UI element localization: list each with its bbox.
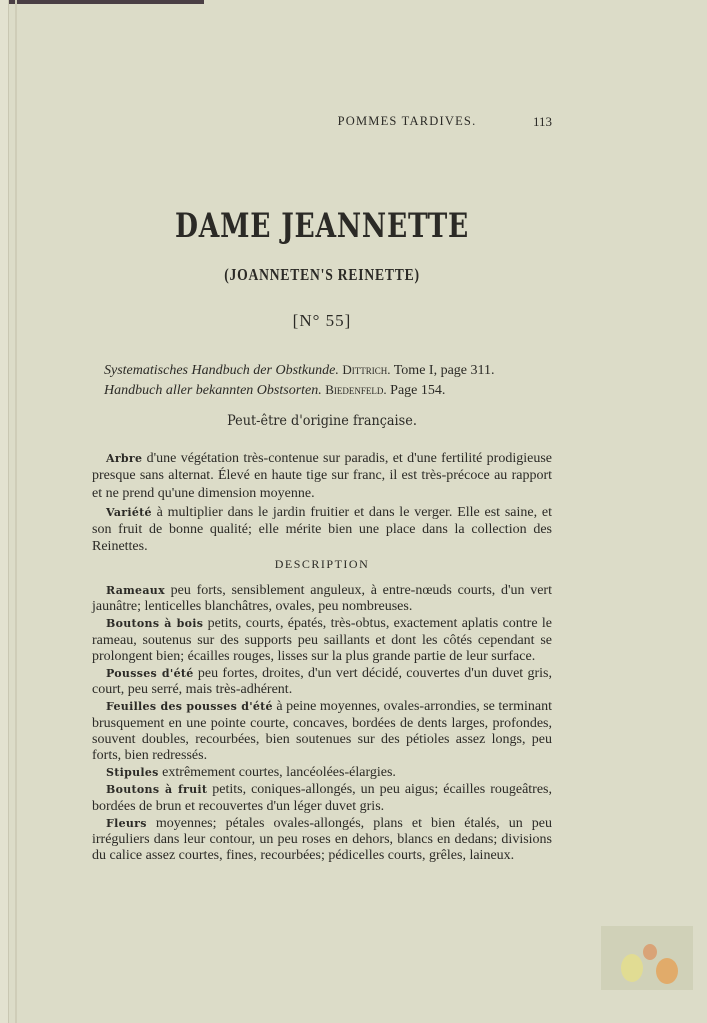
page-left-margin bbox=[0, 0, 9, 1023]
paragraph bbox=[92, 450, 552, 502]
origin-note: Peut-être d'origine française. bbox=[227, 413, 417, 429]
reference-author: Dittrich. bbox=[342, 362, 391, 377]
paragraph-text: peu fortes, droites, d'un vert décidé, couvertes d'un duvet gris, court, peu serré, mais très-adhérent. bbox=[92, 666, 552, 698]
paragraph-lead: Arbre bbox=[106, 452, 143, 465]
running-title: POMMES TARDIVES. bbox=[337, 114, 477, 128]
page-title: DAME JEANNETTE bbox=[174, 206, 470, 246]
paragraph-lead: Boutons à fruit bbox=[106, 783, 208, 797]
paragraph-text: peu forts, sensiblement anguleux, à entre-nœuds courts, d'un vert jaunâtre; lenticelles blanchâtres, ovales, peu nombreuses. bbox=[92, 583, 552, 615]
paragraph bbox=[92, 816, 552, 865]
paragraph-lead: Rameaux bbox=[106, 584, 165, 597]
reference bbox=[104, 380, 524, 400]
paragraph-lead: Pousses d'été bbox=[106, 667, 194, 681]
paragraph-text: moyennes; pétales ovales-allongés, plans et bien étalés, un peu irréguliers dans leur contour, un peu roses en dehors, blancs en dedans; divisions du calice assez courtes, fines, recourbées; pédicelles courts, grêles, laineux. bbox=[92, 815, 552, 864]
page-subtitle: (JOANNETEN'S REINETTE) bbox=[224, 265, 420, 284]
fruit-shape bbox=[656, 958, 678, 984]
paragraph bbox=[92, 583, 552, 615]
paragraph-lead: Stipules bbox=[106, 766, 159, 780]
variety-number: [N° 55] bbox=[292, 311, 352, 330]
paragraph-text: à peine moyennes, ovales-arrondies, se terminant brusquement en une pointe courte, concaves, bordées de dents larges, profondes, souvent doubles, recourbées, bien soutenues sur des pétioles assez longs, peu forts, bien redressés. bbox=[92, 699, 553, 764]
paragraph-text: extrêmement courtes, lancéolées-élargies. bbox=[158, 765, 396, 781]
binding-line bbox=[15, 0, 17, 1023]
references bbox=[104, 360, 524, 400]
page-edge-shadow bbox=[8, 0, 204, 4]
paragraph bbox=[92, 666, 552, 698]
paragraph-lead: Variété bbox=[106, 505, 152, 519]
reference-work: Systematisches Handbuch der Obstkunde. bbox=[104, 363, 339, 378]
paragraph bbox=[92, 699, 552, 764]
paragraph-text: à multiplier dans le jardin fruitier et dans le verger. Elle est saine, et son fruit de bonne qualité; elle mérite bien une place dans la collection des Reinettes. bbox=[92, 504, 552, 555]
paragraph-lead: Feuilles des pousses d'été bbox=[106, 700, 273, 714]
paragraph-text: petits, courts, épatés, très-obtus, exactement aplatis contre le rameau, soutenus sur des supports peu saillants et dont les côtés cependant se prolongent bien; écailles rouges, lisses sur la plus grande partie de leur surface. bbox=[92, 616, 552, 664]
page-number: 113 bbox=[532, 114, 552, 129]
paragraph-text: d'une végétation très-contenue sur paradis, et d'une fertilité prodigieuse presque sans alternat. Élevé en haute tige sur franc, il est très-précoce au rapport et ne prend qu'une dimension moyenne. bbox=[92, 451, 552, 501]
paragraph bbox=[92, 765, 552, 781]
paragraph-lead: Fleurs bbox=[106, 816, 147, 830]
paragraph-lead: Boutons à bois bbox=[106, 617, 204, 631]
intro-section bbox=[92, 450, 552, 556]
paragraph bbox=[92, 616, 552, 665]
paragraph bbox=[92, 782, 552, 814]
reference bbox=[104, 360, 524, 380]
fruit-shape bbox=[643, 944, 657, 960]
fruit-watermark-image bbox=[601, 926, 693, 990]
description-section bbox=[92, 583, 552, 864]
reference-location: Tome I, page 311. bbox=[393, 363, 495, 378]
description-heading: DESCRIPTION bbox=[274, 557, 370, 571]
reference-location: Page 154. bbox=[390, 383, 446, 398]
paragraph-text: petits, coniques-allongés, un peu aigus; écailles rougeâtres, bordées de brun et recouvertes d'un léger duvet gris. bbox=[92, 782, 552, 814]
fruit-shape bbox=[621, 954, 643, 982]
paragraph bbox=[92, 504, 552, 556]
reference-work: Handbuch aller bekannten Obstsorten. bbox=[104, 383, 322, 398]
reference-author: Biedenfeld. bbox=[325, 382, 387, 397]
